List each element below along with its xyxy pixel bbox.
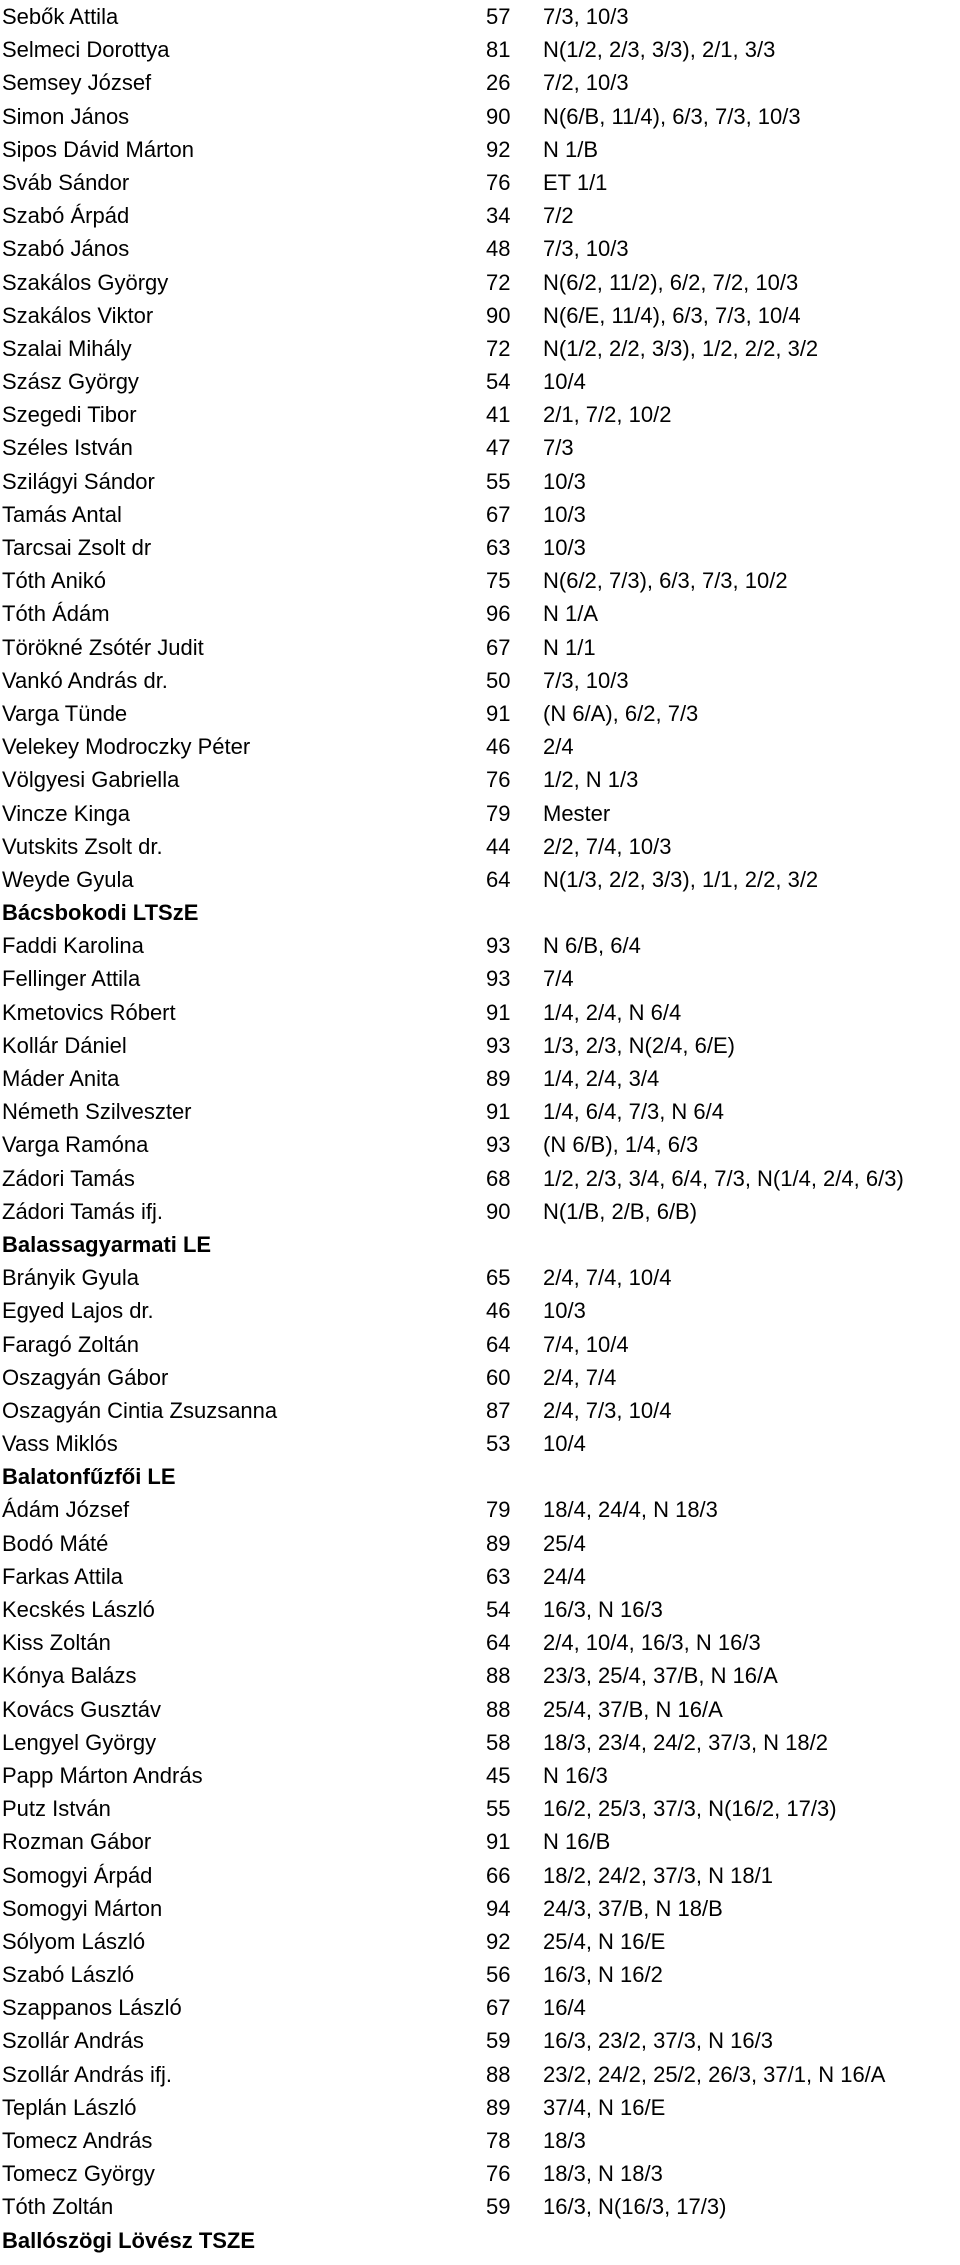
member-row bbox=[0, 996, 960, 1029]
member-ranks: N 1/A bbox=[543, 601, 599, 627]
member-ranks: Mester bbox=[543, 800, 611, 826]
member-row bbox=[0, 1294, 960, 1327]
member-ranks: N(6/2, 7/3), 6/3, 7/3, 10/2 bbox=[543, 568, 788, 594]
member-score: 78 bbox=[486, 2128, 511, 2153]
member-row bbox=[0, 2024, 960, 2057]
member-ranks: 25/4, 37/B, N 16/A bbox=[543, 1696, 723, 1722]
member-score: 93 bbox=[486, 933, 511, 959]
member-name: Tóth Anikó bbox=[2, 568, 106, 594]
member-name: Somogyi Márton bbox=[2, 1895, 163, 1921]
member-score: 75 bbox=[486, 568, 511, 594]
member-score: 45 bbox=[486, 1762, 511, 1788]
member-name: Velekey Modroczky Péter bbox=[2, 734, 251, 760]
member-score: 76 bbox=[486, 169, 511, 195]
member-row bbox=[0, 2190, 960, 2223]
member-ranks: 10/3 bbox=[543, 468, 586, 494]
member-row bbox=[0, 199, 960, 232]
member-score: 64 bbox=[486, 866, 511, 892]
member-row bbox=[0, 1659, 960, 1692]
member-score: 46 bbox=[486, 1298, 511, 1324]
member-score: 91 bbox=[486, 1829, 511, 1855]
member-ranks: 23/3, 25/4, 37/B, N 16/A bbox=[543, 1663, 778, 1689]
member-ranks: 10/4 bbox=[543, 369, 586, 395]
member-ranks: N 1/B bbox=[543, 136, 599, 162]
member-score: 67 bbox=[486, 501, 511, 527]
member-ranks: 7/3 bbox=[543, 435, 574, 461]
member-name: Szilágyi Sándor bbox=[2, 468, 155, 494]
member-row bbox=[0, 1726, 960, 1759]
member-name: Brányik Gyula bbox=[2, 1265, 139, 1291]
member-score: 91 bbox=[486, 999, 511, 1025]
member-row bbox=[0, 664, 960, 697]
member-row bbox=[0, 1394, 960, 1427]
member-row bbox=[0, 929, 960, 962]
club-heading bbox=[0, 1460, 960, 1493]
member-row bbox=[0, 1195, 960, 1228]
member-score: 90 bbox=[486, 302, 511, 328]
member-name: Szabó László bbox=[2, 1962, 135, 1988]
member-name: Putz István bbox=[2, 1796, 111, 1822]
member-score: 41 bbox=[486, 402, 511, 428]
member-ranks: N 16/3 bbox=[543, 1762, 608, 1788]
member-ranks: 2/4, 7/3, 10/4 bbox=[543, 1397, 672, 1423]
member-name: Teplán László bbox=[2, 2094, 137, 2120]
member-score: 60 bbox=[486, 1364, 511, 1390]
member-row bbox=[0, 697, 960, 730]
member-ranks: (N 6/B), 1/4, 6/3 bbox=[543, 1132, 699, 1158]
member-ranks: 1/4, 2/4, 3/4 bbox=[543, 1066, 660, 1091]
member-name: Kollár Dániel bbox=[2, 1032, 127, 1058]
member-row bbox=[0, 266, 960, 299]
member-name: Szabó János bbox=[2, 236, 130, 262]
member-score: 79 bbox=[486, 1497, 511, 1523]
member-ranks: 16/3, N 16/3 bbox=[543, 1597, 663, 1622]
member-name: Sebők Attila bbox=[2, 4, 119, 29]
member-ranks: 7/3, 10/3 bbox=[543, 4, 629, 29]
member-name: Tomecz György bbox=[2, 2161, 155, 2187]
member-row bbox=[0, 1991, 960, 2024]
member-name: Tóth Ádám bbox=[2, 601, 110, 627]
member-row bbox=[0, 2058, 960, 2091]
member-ranks: 7/4 bbox=[543, 966, 574, 992]
member-ranks: 1/2, N 1/3 bbox=[543, 767, 639, 793]
member-name: Faddi Karolina bbox=[2, 933, 144, 959]
member-ranks: 7/3, 10/3 bbox=[543, 236, 629, 262]
member-score: 88 bbox=[486, 2061, 511, 2087]
member-name: Oszagyán Gábor bbox=[2, 1364, 169, 1390]
member-row bbox=[0, 2091, 960, 2124]
member-name: Máder Anita bbox=[2, 1066, 120, 1091]
member-score: 93 bbox=[486, 1032, 511, 1058]
club-heading bbox=[0, 2224, 960, 2257]
member-score: 89 bbox=[486, 1066, 511, 1091]
member-score: 64 bbox=[486, 1331, 511, 1357]
member-score: 44 bbox=[486, 833, 511, 859]
member-score: 81 bbox=[486, 37, 511, 63]
member-ranks: N 16/B bbox=[543, 1829, 611, 1855]
member-row bbox=[0, 1162, 960, 1195]
member-row bbox=[0, 797, 960, 830]
member-name: Törökné Zsótér Judit bbox=[2, 634, 204, 660]
member-score: 26 bbox=[486, 70, 511, 96]
member-ranks: 1/4, 2/4, N 6/4 bbox=[543, 999, 682, 1025]
member-row bbox=[0, 2157, 960, 2190]
member-row bbox=[0, 100, 960, 133]
member-score: 89 bbox=[486, 1530, 511, 1556]
member-row bbox=[0, 1261, 960, 1294]
member-row bbox=[0, 1560, 960, 1593]
member-row bbox=[0, 564, 960, 597]
member-row bbox=[0, 2124, 960, 2157]
member-name: Szalai Mihály bbox=[2, 335, 132, 361]
member-score: 58 bbox=[486, 1729, 511, 1755]
member-row bbox=[0, 1328, 960, 1361]
member-ranks: N(6/B, 11/4), 6/3, 7/3, 10/3 bbox=[543, 103, 801, 129]
member-row bbox=[0, 166, 960, 199]
member-ranks: 16/3, N(16/3, 17/3) bbox=[543, 2194, 727, 2220]
member-row bbox=[0, 1759, 960, 1792]
member-ranks: 18/4, 24/4, N 18/3 bbox=[543, 1497, 718, 1523]
member-name: Fellinger Attila bbox=[2, 966, 141, 992]
member-score: 54 bbox=[486, 1597, 511, 1622]
member-name: Szappanos László bbox=[2, 1995, 182, 2021]
member-score: 89 bbox=[486, 2094, 511, 2120]
member-score: 96 bbox=[486, 601, 511, 627]
member-ranks: 10/3 bbox=[543, 501, 586, 527]
member-name: Vankó András dr. bbox=[2, 667, 168, 693]
member-ranks: 7/2, 10/3 bbox=[543, 70, 629, 96]
member-row bbox=[0, 1825, 960, 1858]
club-name: Balassagyarmati LE bbox=[2, 1231, 212, 1257]
member-score: 93 bbox=[486, 966, 511, 992]
member-row bbox=[0, 299, 960, 332]
member-ranks: 7/2 bbox=[543, 203, 574, 229]
member-score: 65 bbox=[486, 1265, 511, 1291]
member-score: 57 bbox=[486, 4, 511, 29]
member-score: 90 bbox=[486, 1198, 511, 1224]
member-ranks: 2/4, 7/4, 10/4 bbox=[543, 1265, 672, 1291]
member-row bbox=[0, 830, 960, 863]
member-name: Szabó Árpád bbox=[2, 203, 130, 229]
member-row bbox=[0, 730, 960, 763]
member-name: Oszagyán Cintia Zsuzsanna bbox=[2, 1397, 278, 1423]
member-name: Farkas Attila bbox=[2, 1563, 124, 1589]
member-row bbox=[0, 398, 960, 431]
member-ranks: N(1/3, 2/2, 3/3), 1/1, 2/2, 3/2 bbox=[543, 866, 819, 892]
member-name: Varga Ramóna bbox=[2, 1132, 149, 1158]
member-name: Egyed Lajos dr. bbox=[2, 1298, 154, 1324]
member-row bbox=[0, 1029, 960, 1062]
member-score: 66 bbox=[486, 1862, 511, 1888]
member-name: Németh Szilveszter bbox=[2, 1099, 192, 1125]
member-row bbox=[0, 1128, 960, 1161]
member-score: 47 bbox=[486, 435, 511, 461]
member-ranks: 7/3, 10/3 bbox=[543, 667, 629, 693]
member-ranks: 1/4, 6/4, 7/3, N 6/4 bbox=[543, 1099, 725, 1125]
member-score: 87 bbox=[486, 1397, 511, 1423]
member-name: Tamás Antal bbox=[2, 501, 122, 527]
member-name: Kmetovics Róbert bbox=[2, 999, 176, 1025]
member-name: Sólyom László bbox=[2, 1928, 146, 1954]
member-ranks: 18/3, 23/4, 24/2, 37/3, N 18/2 bbox=[543, 1729, 828, 1755]
member-score: 55 bbox=[486, 468, 511, 494]
member-name: Sipos Dávid Márton bbox=[2, 136, 194, 162]
member-name: Vutskits Zsolt dr. bbox=[2, 833, 163, 859]
member-name: Lengyel György bbox=[2, 1729, 157, 1755]
member-name: Zádori Tamás ifj. bbox=[2, 1198, 163, 1224]
member-score: 91 bbox=[486, 700, 511, 726]
member-score: 56 bbox=[486, 1962, 511, 1988]
member-score: 68 bbox=[486, 1165, 511, 1191]
member-score: 67 bbox=[486, 1995, 511, 2021]
member-name: Weyde Gyula bbox=[2, 866, 134, 892]
member-row bbox=[0, 133, 960, 166]
member-name: Faragó Zoltán bbox=[2, 1331, 139, 1357]
member-name: Vass Miklós bbox=[2, 1431, 118, 1457]
member-row bbox=[0, 1361, 960, 1394]
member-ranks: 7/4, 10/4 bbox=[543, 1331, 629, 1357]
member-ranks: 2/4, 7/4 bbox=[543, 1364, 617, 1390]
member-name: Tóth Zoltán bbox=[2, 2194, 114, 2220]
member-ranks: 25/4, N 16/E bbox=[543, 1928, 666, 1954]
member-score: 90 bbox=[486, 103, 511, 129]
member-row bbox=[0, 1626, 960, 1659]
member-ranks: 16/3, 23/2, 37/3, N 16/3 bbox=[543, 2028, 773, 2054]
member-row bbox=[0, 597, 960, 630]
member-ranks: N(6/E, 11/4), 6/3, 7/3, 10/4 bbox=[543, 302, 801, 328]
member-ranks: 24/4 bbox=[543, 1563, 586, 1589]
member-row bbox=[0, 1427, 960, 1460]
member-score: 94 bbox=[486, 1895, 511, 1921]
club-name: Ballószögi Lövész TSZE bbox=[2, 2227, 256, 2253]
member-row bbox=[0, 365, 960, 398]
club-heading bbox=[0, 896, 960, 929]
member-ranks: 1/3, 2/3, N(2/4, 6/E) bbox=[543, 1032, 735, 1058]
member-score: 91 bbox=[486, 1099, 511, 1125]
member-ranks: 16/2, 25/3, 37/3, N(16/2, 17/3) bbox=[543, 1796, 837, 1822]
member-name: Zádori Tamás bbox=[2, 1165, 135, 1191]
member-ranks: 10/3 bbox=[543, 1298, 586, 1324]
member-row bbox=[0, 332, 960, 365]
member-row bbox=[0, 763, 960, 796]
member-name: Vincze Kinga bbox=[2, 800, 131, 826]
member-name: Kónya Balázs bbox=[2, 1663, 137, 1689]
member-name: Sváb Sándor bbox=[2, 169, 130, 195]
member-score: 34 bbox=[486, 203, 511, 229]
member-ranks: 37/4, N 16/E bbox=[543, 2094, 666, 2120]
member-score: 50 bbox=[486, 667, 511, 693]
member-score: 53 bbox=[486, 1431, 511, 1457]
member-score: 88 bbox=[486, 1696, 511, 1722]
member-ranks: N(6/2, 11/2), 6/2, 7/2, 10/3 bbox=[543, 269, 799, 295]
member-row bbox=[0, 1693, 960, 1726]
member-name: Kovács Gusztáv bbox=[2, 1696, 161, 1722]
member-row bbox=[0, 0, 960, 33]
member-row bbox=[0, 1062, 960, 1095]
member-score: 67 bbox=[486, 634, 511, 660]
member-name: Kecskés László bbox=[2, 1597, 155, 1622]
member-row bbox=[0, 863, 960, 896]
member-name: Tomecz András bbox=[2, 2128, 153, 2153]
member-name: Ádám József bbox=[2, 1497, 130, 1523]
member-name: Szollár András bbox=[2, 2028, 144, 2054]
member-row bbox=[0, 1095, 960, 1128]
member-ranks: 18/3 bbox=[543, 2128, 586, 2153]
member-score: 63 bbox=[486, 1563, 511, 1589]
member-name: Semsey József bbox=[2, 70, 152, 96]
member-row bbox=[0, 1593, 960, 1626]
member-score: 64 bbox=[486, 1630, 511, 1656]
member-score: 72 bbox=[486, 335, 511, 361]
member-score: 76 bbox=[486, 2161, 511, 2187]
member-row bbox=[0, 498, 960, 531]
member-score: 63 bbox=[486, 535, 511, 560]
member-score: 54 bbox=[486, 369, 511, 395]
member-row bbox=[0, 1892, 960, 1925]
member-score: 79 bbox=[486, 800, 511, 826]
member-score: 46 bbox=[486, 734, 511, 760]
member-ranks: N 6/B, 6/4 bbox=[543, 933, 641, 959]
member-name: Bodó Máté bbox=[2, 1530, 109, 1556]
member-score: 92 bbox=[486, 136, 511, 162]
member-name: Rozman Gábor bbox=[2, 1829, 152, 1855]
member-ranks: (N 6/A), 6/2, 7/3 bbox=[543, 700, 699, 726]
member-name: Széles István bbox=[2, 435, 133, 461]
member-score: 72 bbox=[486, 269, 511, 295]
member-name: Szász György bbox=[2, 369, 139, 395]
member-row bbox=[0, 431, 960, 464]
member-score: 59 bbox=[486, 2028, 511, 2054]
member-ranks: 18/2, 24/2, 37/3, N 18/1 bbox=[543, 1862, 773, 1888]
member-row bbox=[0, 1925, 960, 1958]
member-row bbox=[0, 631, 960, 664]
member-name: Szakálos Viktor bbox=[2, 302, 154, 328]
member-score: 93 bbox=[486, 1132, 511, 1158]
member-name: Tarcsai Zsolt dr bbox=[2, 535, 152, 560]
member-score: 92 bbox=[486, 1928, 511, 1954]
member-row bbox=[0, 465, 960, 498]
member-ranks: 18/3, N 18/3 bbox=[543, 2161, 663, 2187]
member-ranks: N(1/2, 2/2, 3/3), 1/2, 2/2, 3/2 bbox=[543, 335, 819, 361]
member-ranks: 1/2, 2/3, 3/4, 6/4, 7/3, N(1/4, 2/4, 6/3) bbox=[543, 1165, 904, 1191]
member-ranks: 25/4 bbox=[543, 1530, 586, 1556]
club-heading bbox=[0, 1228, 960, 1261]
member-score: 88 bbox=[486, 1663, 511, 1689]
member-row bbox=[0, 1859, 960, 1892]
member-ranks: N 1/1 bbox=[543, 634, 596, 660]
member-row bbox=[0, 66, 960, 99]
member-ranks: 2/4 bbox=[543, 734, 574, 760]
member-row bbox=[0, 33, 960, 66]
member-name: Varga Tünde bbox=[2, 700, 128, 726]
member-name: Papp Márton András bbox=[2, 1762, 203, 1788]
member-ranks: 10/4 bbox=[543, 1431, 586, 1457]
member-row bbox=[0, 1527, 960, 1560]
member-ranks: 16/3, N 16/2 bbox=[543, 1962, 663, 1988]
member-ranks: 2/1, 7/2, 10/2 bbox=[543, 402, 672, 428]
member-row bbox=[0, 1792, 960, 1825]
member-row bbox=[0, 962, 960, 995]
member-name: Kiss Zoltán bbox=[2, 1630, 111, 1656]
member-score: 55 bbox=[486, 1796, 511, 1822]
member-name: Simon János bbox=[2, 103, 130, 129]
member-ranks: 16/4 bbox=[543, 1995, 586, 2021]
member-name: Szollár András ifj. bbox=[2, 2061, 172, 2087]
member-score: 48 bbox=[486, 236, 511, 262]
member-ranks: 2/2, 7/4, 10/3 bbox=[543, 833, 672, 859]
member-row bbox=[0, 1493, 960, 1526]
member-row bbox=[0, 531, 960, 564]
member-ranks: 2/4, 10/4, 16/3, N 16/3 bbox=[543, 1630, 761, 1656]
member-ranks: N(1/2, 2/3, 3/3), 2/1, 3/3 bbox=[543, 37, 776, 63]
member-ranks: N(1/B, 2/B, 6/B) bbox=[543, 1198, 698, 1224]
member-name: Szegedi Tibor bbox=[2, 402, 137, 428]
member-ranks: 24/3, 37/B, N 18/B bbox=[543, 1895, 723, 1921]
member-score: 59 bbox=[486, 2194, 511, 2220]
member-row bbox=[0, 232, 960, 265]
member-score: 76 bbox=[486, 767, 511, 793]
member-ranks: 23/2, 24/2, 25/2, 26/3, 37/1, N 16/A bbox=[543, 2061, 886, 2087]
club-name: Balatonfűzfői LE bbox=[2, 1464, 176, 1490]
member-name: Somogyi Árpád bbox=[2, 1862, 153, 1888]
member-name: Völgyesi Gabriella bbox=[2, 767, 180, 793]
member-name: Selmeci Dorottya bbox=[2, 37, 170, 63]
member-ranks: 10/3 bbox=[543, 535, 586, 560]
member-row bbox=[0, 1958, 960, 1991]
member-name: Szakálos György bbox=[2, 269, 169, 295]
club-name: Bácsbokodi LTSzE bbox=[2, 900, 199, 926]
member-ranks: ET 1/1 bbox=[543, 169, 608, 195]
